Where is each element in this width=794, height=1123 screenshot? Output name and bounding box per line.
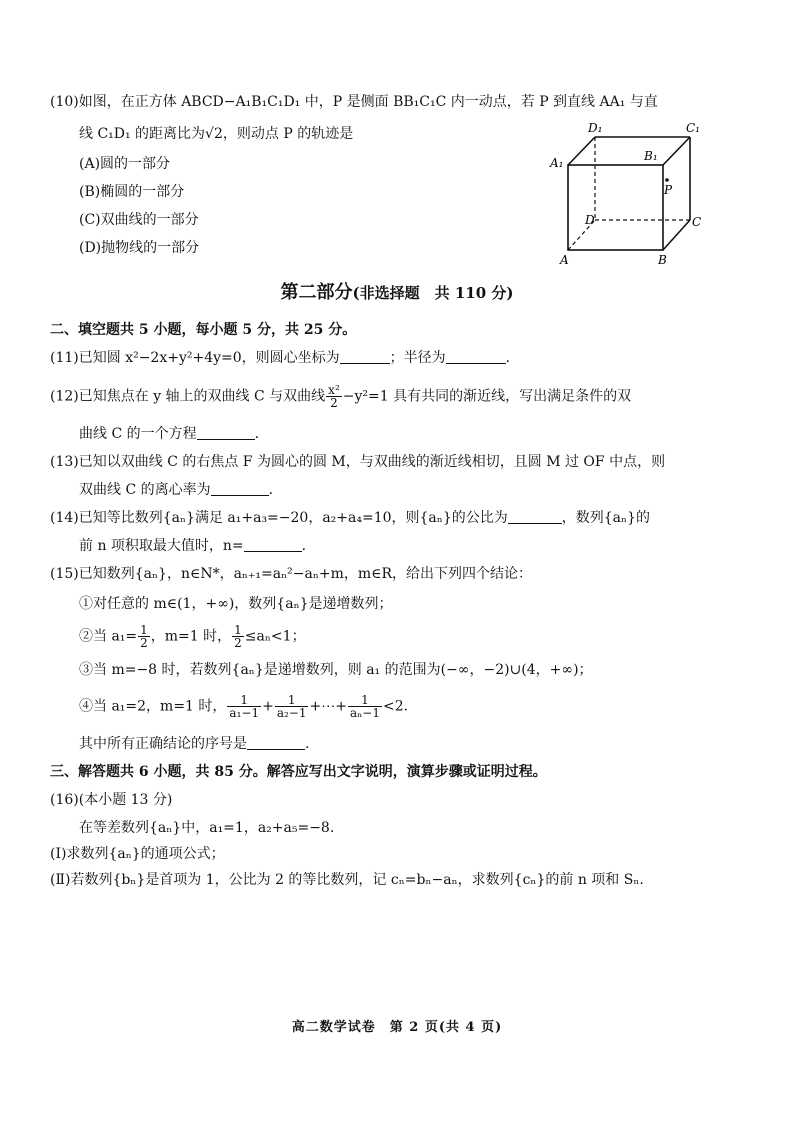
- q10-option-b: (B)椭圆的一部分: [79, 184, 185, 200]
- q15-conclusion-2: [79, 624, 306, 649]
- q10-option-c: (C)双曲线的一部分: [79, 212, 199, 228]
- q15-c2-frac1-den: 2: [140, 636, 148, 650]
- q10-option-d: (D)抛物线的一部分: [79, 240, 200, 256]
- q15-conclusion-4: [79, 694, 408, 719]
- q15-c4-frac3: [348, 694, 382, 719]
- q11-pre: (11)已知圆 x²−2x+y²+4y=0，则圆心坐标为: [50, 350, 340, 366]
- label-c1: C₁: [686, 121, 700, 135]
- section3-heading: 三、解答题共 6 小题，共 85 分。解答应写出文字说明，演算步骤或证明过程。: [50, 764, 547, 780]
- q15-end: .: [305, 736, 310, 752]
- label-a1: A₁: [550, 156, 564, 170]
- label-c: C: [692, 215, 702, 229]
- q12-fraction: [326, 384, 342, 409]
- q12-line1: [50, 384, 631, 409]
- q14-blank2: [244, 537, 302, 552]
- label-a: A: [560, 253, 569, 267]
- q13-line2-text: 双曲线 C 的离心率为: [79, 482, 211, 498]
- q15-c4-frac2: [275, 694, 309, 719]
- q12-frac-num: x²: [328, 383, 340, 397]
- q11: [50, 348, 510, 368]
- q14-line1-end: ，数列{aₙ}的: [561, 510, 650, 526]
- q16-title: (16)(本小题 13 分): [50, 792, 173, 808]
- q16-part2: (Ⅱ)若数列{bₙ}是首项为 1，公比为 2 的等比数列，记 cₙ=bₙ−aₙ，求数列{cₙ}的前 n 项和 Sₙ.: [50, 872, 644, 888]
- q15-c4-frac1-den: a₁−1: [229, 706, 260, 720]
- q13-line1: (13)已知以双曲线 C 的右焦点 F 为圆心的圆 M，与双曲线的渐近线相切，且圆 M 过 OF 中点，则: [50, 454, 666, 470]
- q11-blank1: [340, 349, 390, 364]
- q15-conclusion-3: ③当 m=−8 时，若数列{aₙ}是递增数列，则 a₁ 的范围为(−∞，−2)∪(4，+∞)；: [79, 662, 593, 678]
- q15-c2-pre: ②当 a₁=: [79, 628, 138, 645]
- q13-blank: [211, 481, 269, 496]
- label-b1: B₁: [644, 149, 658, 163]
- q15-c2-frac2-num: 1: [234, 623, 242, 637]
- q11-end: .: [505, 350, 511, 366]
- q15-c2-mid: ，m=1 时，: [150, 628, 232, 645]
- q15-c4-plus: +: [262, 698, 274, 715]
- q12-post: −y²=1 具有共同的渐近线，写出满足条件的双: [342, 388, 632, 405]
- q15-c4-post: <2.: [382, 698, 409, 715]
- q15-c2-frac2-den: 2: [234, 636, 242, 650]
- q15-ask: [79, 734, 309, 754]
- q14-blank1: [508, 509, 562, 524]
- section2-heading: 二、填空题共 5 小题，每小题 5 分，共 25 分。: [50, 322, 357, 338]
- q15-c4-frac3-num: 1: [348, 694, 382, 707]
- q14-line1-text: (14)已知等比数列{aₙ}满足 a₁+a₃=−20，a₂+a₄=10，则{aₙ}的公比为: [50, 510, 508, 526]
- q13-end: .: [268, 482, 274, 498]
- q12-frac-den: 2: [330, 396, 338, 410]
- part2-title-sub: (非选择题 共 110 分): [352, 284, 514, 302]
- q16-stem: 在等差数列{aₙ}中，a₁=1，a₂+a₅=−8.: [79, 820, 335, 836]
- q15-c4-frac2-den: a₂−1: [276, 706, 307, 720]
- q15-c2-frac1-num: 1: [140, 623, 148, 637]
- label-p: P: [664, 183, 673, 197]
- part2-title: [0, 278, 794, 304]
- q10-line1: (10)如图，在正方体 ABCD−A₁B₁C₁D₁ 中，P 是侧面 BB₁C₁C 内一动点，若 P 到直线 AA₁ 与直: [50, 94, 658, 110]
- q11-blank2: [446, 349, 506, 364]
- q15-c4-frac1: [227, 694, 261, 719]
- q11-mid: ；半径为: [389, 350, 446, 366]
- q16-part1: (Ⅰ)求数列{aₙ}的通项公式；: [50, 846, 225, 862]
- q15-c4-frac2-num: 1: [275, 694, 309, 707]
- q14-line1: [50, 508, 650, 528]
- label-b: B: [658, 253, 667, 267]
- q15-c4-pre: ④当 a₁=2，m=1 时，: [79, 698, 227, 715]
- q13-line2: [79, 480, 273, 500]
- cube-figure: [540, 110, 720, 270]
- page-footer: 高二数学试卷 第 2 页(共 4 页): [291, 1020, 503, 1035]
- q15-line1: (15)已知数列{aₙ}，n∈N*，aₙ₊₁=aₙ²−aₙ+m，m∈R，给出下列四个结论：: [50, 566, 533, 582]
- part2-title-main: 第二部分: [280, 282, 353, 303]
- q12-end: .: [254, 426, 260, 442]
- q15-c4-frac1-num: 1: [227, 694, 261, 707]
- q15-c2-frac1: [138, 624, 150, 649]
- label-d: D: [585, 213, 595, 227]
- q14-end: .: [301, 538, 307, 554]
- q15-c2-frac2: [232, 624, 244, 649]
- q10-line2: 线 C₁D₁ 的距离比为√2，则动点 P 的轨迹是: [79, 126, 354, 142]
- q12-blank: [197, 425, 255, 440]
- q12-line2: [79, 424, 259, 444]
- label-d1: D₁: [588, 121, 603, 135]
- q15-c4-frac3-den: aₙ−1: [349, 706, 380, 720]
- q15-ask-text: 其中所有正确结论的序号是: [79, 736, 247, 752]
- q15-conclusion-1: ①对任意的 m∈(1，+∞)，数列{aₙ}是递增数列；: [79, 596, 393, 612]
- q14-line2-text: 前 n 项积取最大值时，n=: [79, 538, 244, 554]
- q12-line2-text: 曲线 C 的一个方程: [79, 426, 197, 442]
- q12-pre: (12)已知焦点在 y 轴上的双曲线 C 与双曲线: [50, 388, 326, 405]
- q15-blank: [247, 735, 305, 750]
- q15-c2-post: ≤aₙ<1；: [244, 628, 306, 645]
- q15-c4-dots: +⋯+: [309, 698, 347, 715]
- q10-option-a: (A)圆的一部分: [79, 156, 171, 172]
- q14-line2: [79, 536, 306, 556]
